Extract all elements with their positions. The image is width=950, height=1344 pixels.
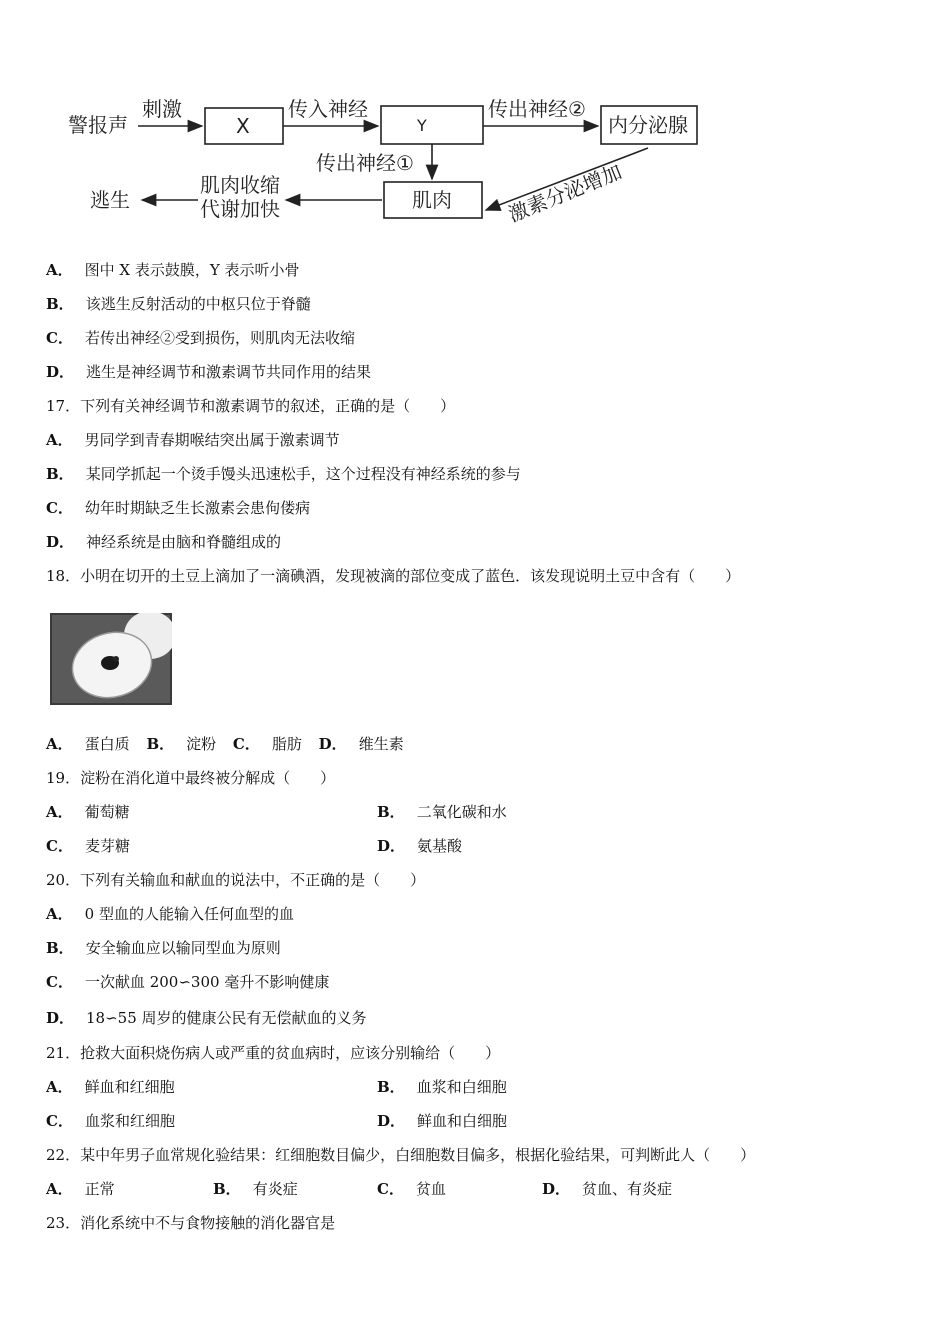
y-box: [381, 106, 483, 144]
q22-stem: 22．某中年男子血常规化验结果：红细胞数目偏少，白细胞数目偏多，根据化验结果，可判断此人（ ）: [46, 1146, 756, 1164]
gland-label: 内分泌腺: [608, 113, 688, 137]
q18-option-c[interactable]: C． 脂肪: [232, 735, 302, 753]
escape-label: 逃生: [90, 188, 130, 212]
q19-option-c[interactable]: C． 麦芽糖: [46, 837, 130, 855]
q18-stem: 18．小明在切开的土豆上滴加了一滴碘酒，发现被滴的部位变成了蓝色．该发现说明土豆中含有（ ）: [46, 567, 741, 585]
q22-option-d[interactable]: D． 贫血、有炎症: [542, 1180, 673, 1198]
q18-option-b[interactable]: B． 淀粉: [146, 735, 217, 753]
q18-option-a[interactable]: A． 蛋白质: [46, 735, 130, 753]
q17-option-c[interactable]: C． 幼年时期缺乏生长激素会患佝偻病: [46, 499, 310, 517]
q21-option-a[interactable]: A． 鲜血和红细胞: [46, 1078, 175, 1096]
q19-option-b[interactable]: B． 二氧化碳和水: [377, 803, 507, 821]
afferent-label: 传入神经: [288, 97, 368, 121]
q17-option-d[interactable]: D． 神经系统是由脑和脊髓组成的: [46, 533, 282, 551]
q21-option-b[interactable]: B． 血浆和白细胞: [377, 1078, 507, 1096]
q22-option-b[interactable]: B． 有炎症: [213, 1180, 298, 1198]
stimulus-label: 刺激: [142, 97, 182, 121]
q21-options-row1: [46, 1077, 906, 1097]
efferent1-label: 传出神经①: [316, 151, 414, 175]
muscle-effect-1: 肌肉收缩: [200, 173, 280, 197]
q20-option-b[interactable]: B． 安全输血应以输同型血为原则: [46, 939, 281, 957]
q22-option-c[interactable]: C． 贫血: [377, 1180, 446, 1198]
q20-option-c[interactable]: C． 一次献血 200∽300 毫升不影响健康: [46, 973, 330, 991]
q16-option-d[interactable]: D． 逃生是神经调节和激素调节共同作用的结果: [46, 363, 372, 381]
reflex-diagram: [60, 92, 710, 232]
potato-photo-svg: [50, 613, 172, 705]
x-box-label: X: [236, 114, 250, 138]
q22-options: [46, 1179, 906, 1199]
q21-option-d[interactable]: D． 鲜血和白细胞: [377, 1112, 508, 1130]
q19-stem: 19．淀粉在消化道中最终被分解成（ ）: [46, 769, 336, 787]
y-box-label: Y: [417, 116, 427, 135]
q16-option-a[interactable]: A． 图中 X 表示鼓膜，Y 表示听小骨: [46, 261, 300, 279]
q21-options-row2: [46, 1111, 906, 1131]
q17-option-a[interactable]: A． 男同学到青春期喉结突出属于激素调节: [46, 431, 340, 449]
q16-option-b[interactable]: B． 该逃生反射活动的中枢只位于脊髓: [46, 295, 311, 313]
q21-stem: 21．抢救大面积烧伤病人或严重的贫血病时，应该分别输给（ ）: [46, 1044, 501, 1062]
q21-option-c[interactable]: C． 血浆和红细胞: [46, 1112, 175, 1130]
q20-option-a[interactable]: A． 0 型血的人能输入任何血型的血: [46, 905, 294, 923]
q22-option-a[interactable]: A． 正常: [46, 1180, 115, 1198]
q23-stem: 23．消化系统中不与食物接触的消化器官是: [46, 1214, 336, 1232]
q20-option-d[interactable]: D． 18∽55 周岁的健康公民有无偿献血的义务: [46, 1009, 367, 1027]
muscle-label: 肌肉: [412, 188, 452, 212]
q20-stem: 20．下列有关输血和献血的说法中，不正确的是（ ）: [46, 871, 426, 889]
q19-options-row2: [46, 836, 906, 856]
start-label: 警报声: [68, 113, 128, 137]
q18-options: [46, 734, 416, 754]
potato-photo: [50, 613, 172, 705]
q17-stem: 17．下列有关神经调节和激素调节的叙述，正确的是（ ）: [46, 397, 456, 415]
q18-option-d[interactable]: D． 维生素: [318, 735, 404, 753]
muscle-effect-2: 代谢加快: [200, 197, 280, 221]
q17-option-b[interactable]: B． 某同学抓起一个烫手馒头迅速松手，这个过程没有神经系统的参与: [46, 465, 521, 483]
hormone-label: 激素分泌增加: [504, 159, 626, 227]
q19-option-d[interactable]: D． 氨基酸: [377, 837, 463, 855]
reflex-diagram-svg: [60, 92, 710, 232]
q19-options-row1: [46, 802, 906, 822]
q19-option-a[interactable]: A． 葡萄糖: [46, 803, 130, 821]
efferent2-label: 传出神经②: [488, 97, 586, 121]
q16-option-c[interactable]: C． 若传出神经②受到损伤，则肌肉无法收缩: [46, 329, 355, 347]
